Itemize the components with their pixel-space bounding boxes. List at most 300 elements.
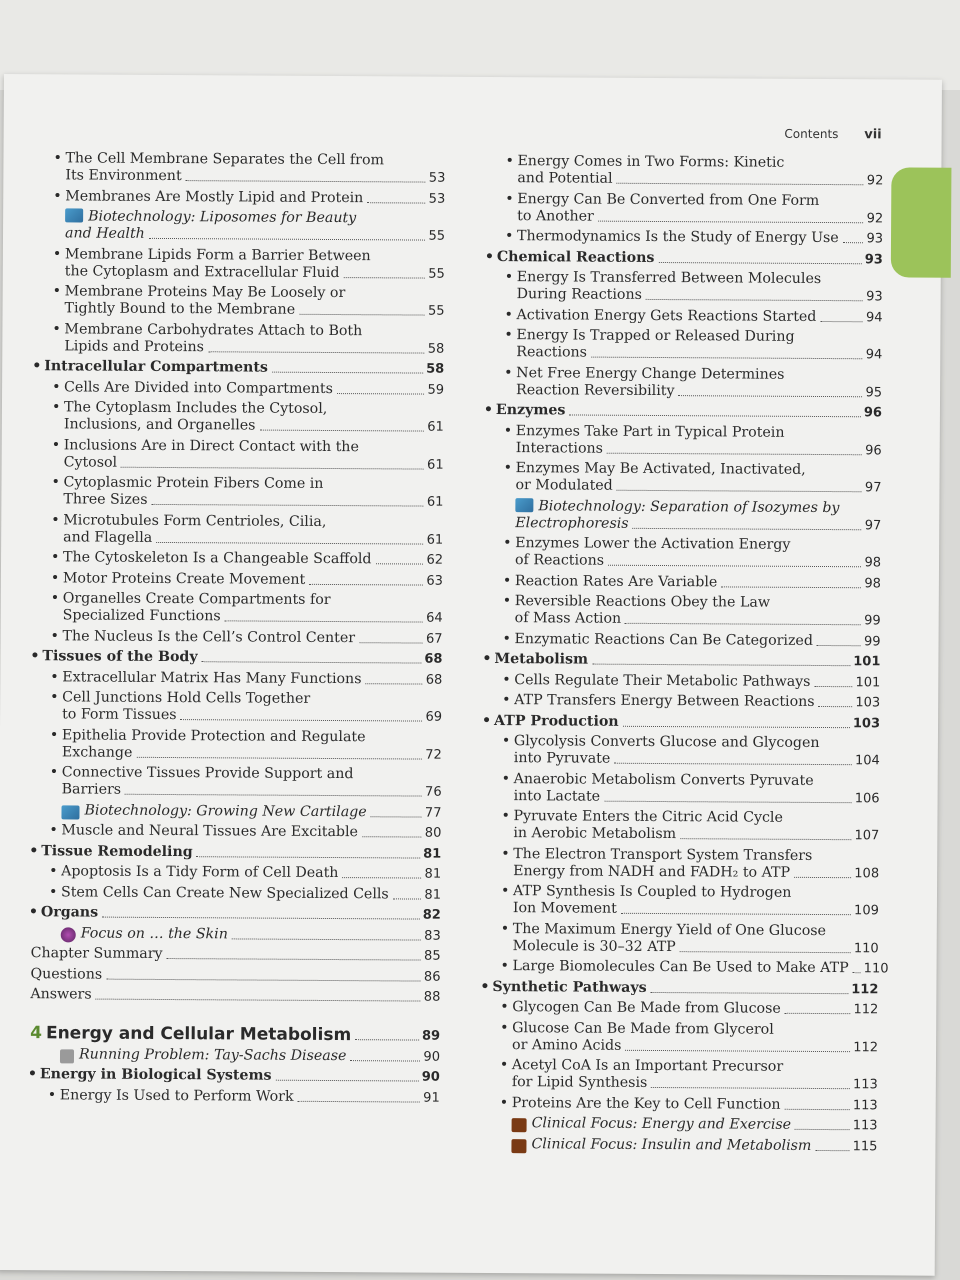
toc-entry[interactable] bbox=[480, 692, 880, 711]
dot-leader bbox=[367, 202, 425, 203]
entry-title-cont: Reaction Reversibility bbox=[516, 381, 675, 399]
dot-leader bbox=[592, 664, 850, 667]
toc-entry[interactable] bbox=[31, 150, 445, 187]
toc-section[interactable] bbox=[482, 402, 882, 421]
entry-title-line2 bbox=[517, 170, 883, 189]
entry-title: • Thermodynamics Is the Study of Energy Use bbox=[516, 228, 839, 247]
page-ref: 112 bbox=[853, 1039, 879, 1055]
toc-entry[interactable] bbox=[26, 1046, 440, 1066]
dot-leader bbox=[350, 1060, 420, 1061]
dot-leader bbox=[208, 351, 425, 353]
entry-title-line2 bbox=[517, 286, 883, 305]
dot-leader bbox=[96, 999, 421, 1002]
page-number: vii bbox=[864, 127, 882, 143]
toc-entry[interactable] bbox=[27, 884, 441, 904]
page-ref: 69 bbox=[425, 709, 443, 725]
dot-leader bbox=[167, 958, 422, 961]
dot-leader bbox=[272, 372, 423, 374]
page-ref: 83 bbox=[424, 928, 441, 944]
entry-row bbox=[41, 843, 441, 862]
dot-leader bbox=[259, 430, 424, 432]
page-ref: 110 bbox=[863, 961, 889, 977]
toc-entry[interactable] bbox=[27, 925, 441, 945]
dot-leader bbox=[625, 1049, 850, 1051]
page-ref: 81 bbox=[423, 846, 442, 862]
toc-entry[interactable] bbox=[29, 570, 443, 590]
toc-entry[interactable] bbox=[478, 1057, 878, 1093]
page-ref: 95 bbox=[865, 384, 883, 400]
page-ref: 112 bbox=[853, 1002, 879, 1018]
page-ref: 94 bbox=[865, 309, 883, 325]
toc-entry[interactable] bbox=[479, 958, 889, 977]
entry-title-cont: During Reactions bbox=[516, 286, 642, 303]
book-page bbox=[0, 74, 942, 1276]
dot-leader bbox=[156, 541, 423, 544]
toc-right-column bbox=[477, 153, 889, 1158]
entry-row bbox=[42, 648, 442, 667]
toc-section[interactable] bbox=[26, 1066, 440, 1086]
entry-title: Microtubules Form Centrioles, Cilia, bbox=[63, 511, 327, 530]
toc-entry[interactable] bbox=[480, 770, 880, 806]
entry-title: Energy Comes in Two Forms: Kinetic bbox=[517, 153, 785, 171]
entry-title-line2 bbox=[516, 344, 882, 363]
page-ref: 72 bbox=[425, 747, 442, 763]
toc-entry[interactable] bbox=[479, 808, 879, 844]
dot-leader bbox=[232, 938, 421, 940]
toc-entry[interactable] bbox=[28, 764, 442, 801]
toc-entry[interactable] bbox=[31, 188, 445, 208]
dot-leader bbox=[680, 951, 851, 953]
dot-leader bbox=[817, 644, 861, 645]
page-ref: 104 bbox=[854, 753, 880, 769]
entry-title-cont: and Health bbox=[64, 225, 145, 242]
toc-section[interactable] bbox=[27, 904, 441, 924]
entry-row bbox=[61, 925, 441, 944]
entry-title: Net Free Energy Change Determines bbox=[516, 364, 785, 383]
dot-leader bbox=[202, 661, 422, 663]
toc-section[interactable] bbox=[478, 978, 878, 997]
toc-entry[interactable] bbox=[26, 1087, 440, 1107]
toc-entry[interactable] bbox=[478, 999, 878, 1018]
entry-title-cont: Cytosol bbox=[63, 453, 118, 471]
entry-title-line2 bbox=[63, 607, 443, 626]
toc-section[interactable] bbox=[30, 358, 444, 378]
running-head bbox=[784, 127, 881, 143]
running-head-label: Contents bbox=[784, 126, 839, 142]
toc-entry[interactable] bbox=[479, 883, 879, 919]
page-ref: 113 bbox=[852, 1097, 878, 1113]
entry-row bbox=[517, 228, 883, 247]
entry-row bbox=[60, 1046, 440, 1065]
toc-entry[interactable] bbox=[479, 920, 879, 956]
page-ref: 62 bbox=[426, 552, 444, 568]
toc-section[interactable] bbox=[480, 712, 880, 731]
entry-title: Glycolysis Converts Glucose and Glycogen bbox=[513, 733, 820, 751]
entry-title-cont: or Modulated bbox=[515, 477, 613, 494]
toc-entry[interactable] bbox=[26, 986, 440, 1006]
entry-title: Acetyl CoA Is an Important Precursor bbox=[511, 1057, 784, 1075]
entry-title-line2 bbox=[517, 208, 883, 227]
entry-title-cont: Inclusions, and Organelles bbox=[63, 416, 256, 434]
dot-leader bbox=[785, 1108, 850, 1109]
page-ref: 68 bbox=[424, 651, 443, 667]
entry-title-cont: Lipids and Proteins bbox=[64, 337, 204, 355]
toc-entry[interactable] bbox=[30, 399, 444, 436]
page-ref: 113 bbox=[852, 1118, 878, 1134]
dot-leader bbox=[365, 683, 422, 684]
entry-title: • Tissues of the Body bbox=[42, 648, 198, 666]
toc-entry[interactable] bbox=[27, 822, 441, 842]
dot-leader bbox=[136, 756, 422, 759]
entry-title: Energy Is Transferred Between Molecules bbox=[516, 269, 822, 287]
dot-leader bbox=[299, 314, 425, 316]
entry-title-line2 bbox=[64, 454, 444, 473]
dot-leader bbox=[197, 856, 420, 858]
entry-row bbox=[41, 904, 441, 923]
entry-title: • Membranes Are Mostly Lipid and Protein bbox=[65, 187, 364, 206]
entry-title: • Reaction Rates Are Variable bbox=[514, 572, 718, 590]
toc-entry[interactable] bbox=[27, 863, 441, 883]
toc-entry[interactable] bbox=[481, 630, 881, 649]
page-ref: 99 bbox=[863, 633, 881, 649]
toc-entry[interactable] bbox=[478, 1019, 878, 1055]
dot-leader bbox=[617, 490, 862, 492]
entry-title: Membrane Lipids Form a Barrier Between bbox=[64, 245, 371, 264]
page-ref: 64 bbox=[426, 610, 443, 626]
entry-title-line2 bbox=[65, 263, 445, 282]
page-ref: 81 bbox=[424, 887, 442, 903]
entry-title-cont: Energy from NADH and FADH₂ to ATP bbox=[513, 862, 791, 881]
toc-entry[interactable] bbox=[478, 1115, 878, 1134]
toc-entry[interactable] bbox=[482, 306, 882, 325]
dot-leader bbox=[625, 623, 861, 625]
dot-leader bbox=[820, 320, 863, 321]
page-ref: 98 bbox=[864, 555, 882, 571]
entry-title: • The Nucleus Is the Cell’s Control Center bbox=[62, 627, 356, 646]
entry-row bbox=[515, 573, 881, 592]
dot-leader bbox=[121, 466, 424, 469]
toc-entry[interactable] bbox=[28, 689, 442, 726]
entry-title: • Enzymes bbox=[495, 402, 566, 419]
dot-leader bbox=[343, 277, 425, 278]
toc-entry[interactable] bbox=[29, 474, 443, 511]
page-ref: 113 bbox=[852, 1077, 878, 1093]
toc-entry[interactable] bbox=[482, 327, 882, 363]
toc-entry[interactable] bbox=[30, 379, 444, 399]
page-ref: 101 bbox=[853, 654, 881, 670]
entry-row bbox=[512, 1115, 878, 1134]
chapter-tab-marker bbox=[891, 167, 952, 277]
clinical-focus-icon bbox=[512, 1118, 527, 1132]
dot-leader bbox=[646, 299, 863, 301]
toc-entry[interactable] bbox=[30, 321, 444, 358]
toc-entry[interactable] bbox=[481, 572, 881, 591]
dot-leader bbox=[359, 642, 423, 643]
entry-row bbox=[511, 1136, 877, 1155]
page-ref: 108 bbox=[854, 865, 880, 881]
toc-entry[interactable] bbox=[477, 1135, 877, 1154]
entry-title-line2 bbox=[64, 416, 444, 435]
toc-entry[interactable] bbox=[481, 497, 881, 533]
clinical-focus-icon bbox=[511, 1139, 526, 1153]
page-ref: 103 bbox=[852, 715, 881, 731]
entry-title: • Activation Energy Gets Reactions Started bbox=[516, 306, 817, 325]
page-ref: 90 bbox=[423, 1049, 441, 1065]
entry-title-line2 bbox=[62, 781, 442, 800]
toc-entry[interactable] bbox=[28, 669, 442, 689]
entry-title: Connective Tissues Provide Support and bbox=[61, 764, 354, 783]
page-ref: 99 bbox=[864, 613, 881, 629]
entry-row bbox=[492, 979, 878, 998]
toc-entry[interactable] bbox=[28, 727, 442, 764]
entry-title-line2 bbox=[513, 938, 879, 957]
dot-leader bbox=[794, 876, 851, 877]
entry-title: Epithelia Provide Protection and Regulate bbox=[61, 726, 366, 745]
entry-title: • Organs bbox=[40, 904, 99, 921]
entry-title-cont: into Lactate bbox=[513, 787, 601, 805]
entry-row bbox=[63, 628, 443, 647]
entry-row bbox=[64, 379, 444, 398]
toc-entry[interactable] bbox=[480, 733, 880, 769]
page-ref: 101 bbox=[855, 674, 881, 690]
entry-title-line2 bbox=[513, 863, 879, 882]
dot-leader bbox=[106, 978, 421, 981]
toc-entry[interactable] bbox=[480, 671, 880, 690]
page-ref: 53 bbox=[428, 191, 446, 207]
toc-entry[interactable] bbox=[29, 628, 443, 648]
page-ref: 96 bbox=[863, 405, 882, 421]
entry-title-line2 bbox=[514, 788, 880, 807]
entry-title-cont: and Flagella bbox=[63, 528, 153, 546]
toc-entry[interactable] bbox=[479, 845, 879, 881]
entry-title-line1 bbox=[64, 437, 444, 456]
dot-leader bbox=[149, 238, 426, 241]
page-ref: 80 bbox=[424, 825, 442, 841]
toc-entry[interactable] bbox=[29, 512, 443, 549]
entry-row bbox=[61, 884, 441, 903]
entry-title: The Maximum Energy Yield of One Glucose bbox=[512, 920, 827, 939]
entry-title-cont: Barriers bbox=[61, 781, 122, 798]
dot-leader bbox=[125, 794, 422, 797]
toc-entry[interactable] bbox=[482, 422, 882, 458]
entry-title: The Cytoplasm Includes the Cytosol, bbox=[63, 399, 328, 417]
entry-title-line2 bbox=[64, 338, 444, 357]
entry-title: Energy Is Trapped or Released During bbox=[516, 327, 795, 345]
entry-title-cont: and Potential bbox=[517, 170, 613, 187]
dot-leader bbox=[795, 1129, 850, 1130]
toc-entry[interactable] bbox=[29, 590, 443, 627]
entry-title: • Intracellular Compartments bbox=[44, 358, 268, 376]
entry-title-cont: Interactions bbox=[515, 439, 604, 457]
toc-section[interactable] bbox=[483, 248, 883, 267]
dot-leader bbox=[721, 586, 861, 588]
toc-entry[interactable] bbox=[30, 437, 444, 474]
entry-title: Questions bbox=[30, 965, 103, 983]
page-ref: 106 bbox=[854, 790, 880, 806]
entry-row bbox=[515, 631, 881, 650]
entry-row bbox=[496, 402, 882, 421]
entry-title: • Apoptosis Is a Tidy Form of Cell Death bbox=[61, 863, 339, 882]
entry-title-cont: Specialized Functions bbox=[62, 607, 221, 625]
entry-row bbox=[65, 188, 445, 207]
entry-title-cont: in Aerobic Metabolism bbox=[513, 825, 677, 843]
entry-row bbox=[497, 249, 883, 268]
entry-title: Answers bbox=[30, 986, 92, 1003]
biotechnology-icon bbox=[61, 805, 79, 819]
entry-title: • Energy Is Used to Perform Work bbox=[59, 1086, 294, 1105]
entry-title: • Enzymatic Reactions Can Be Categorized bbox=[514, 630, 813, 649]
entry-title-line2 bbox=[62, 744, 442, 763]
entry-title: Organelles Create Compartments for bbox=[62, 590, 331, 609]
toc-entry[interactable] bbox=[478, 1094, 878, 1113]
toc-entry[interactable] bbox=[481, 535, 881, 571]
page-ref: 92 bbox=[866, 173, 884, 189]
toc-entry[interactable] bbox=[31, 246, 445, 283]
entry-title-line2 bbox=[513, 825, 879, 844]
dot-leader bbox=[225, 620, 424, 622]
entry-title-cont: Tightly Bound to the Membrane bbox=[64, 300, 296, 318]
entry-title: • Energy in Biological Systems bbox=[39, 1066, 272, 1084]
dot-leader bbox=[843, 242, 864, 243]
entry-title-cont: or Amino Acids bbox=[512, 1036, 622, 1054]
dot-leader bbox=[617, 183, 864, 186]
entry-title: • Large Biomolecules Can Be Used to Make ATP bbox=[512, 958, 849, 977]
dot-leader bbox=[102, 917, 420, 920]
dot-leader bbox=[814, 685, 852, 686]
entry-title: Reversible Reactions Obey the Law bbox=[514, 593, 771, 611]
toc-entry[interactable] bbox=[481, 460, 881, 496]
entry-title: • Metabolism bbox=[494, 651, 589, 668]
entry-title-cont: of Reactions bbox=[514, 552, 605, 569]
entry-row bbox=[61, 822, 441, 841]
entry-title-cont: Three Sizes bbox=[63, 491, 148, 508]
toc-section[interactable] bbox=[480, 651, 880, 670]
chapter-number: 4 bbox=[30, 1023, 43, 1044]
dot-leader bbox=[181, 719, 423, 721]
dot-leader bbox=[337, 393, 425, 395]
toc-entry[interactable] bbox=[482, 364, 882, 400]
dot-leader bbox=[651, 991, 849, 993]
page-ref: 90 bbox=[421, 1069, 440, 1085]
dot-leader bbox=[186, 180, 426, 182]
page-ref: 97 bbox=[864, 480, 882, 496]
page-ref: 89 bbox=[421, 1028, 441, 1044]
toc-entry[interactable] bbox=[27, 945, 441, 965]
entry-title: • Stem Cells Can Create New Specialized Cells bbox=[60, 883, 389, 902]
entry-title-cont: Reactions bbox=[516, 344, 588, 361]
entry-title-line2 bbox=[514, 750, 880, 769]
entry-title-line2 bbox=[65, 167, 445, 186]
entry-title: Focus on … the Skin bbox=[80, 924, 228, 942]
page-ref: 85 bbox=[424, 948, 441, 964]
entry-title-cont: Exchange bbox=[61, 743, 133, 761]
entry-title: The Electron Transport System Transfers bbox=[513, 845, 813, 864]
dot-leader bbox=[604, 800, 852, 803]
page-ref: 68 bbox=[425, 672, 443, 688]
entry-title: Clinical Focus: Energy and Exercise bbox=[531, 1115, 792, 1133]
entry-row bbox=[60, 1087, 440, 1106]
biotechnology-icon bbox=[515, 498, 533, 512]
entry-row bbox=[30, 986, 440, 1006]
entry-title-line2 bbox=[516, 382, 882, 401]
page-ref: 59 bbox=[427, 382, 445, 398]
entry-title: Membrane Proteins May Be Loosely or bbox=[64, 283, 346, 302]
page-ref: 98 bbox=[864, 575, 881, 591]
toc-entry[interactable] bbox=[26, 966, 440, 986]
entry-title-line2 bbox=[516, 440, 882, 459]
dot-leader bbox=[362, 836, 422, 837]
chapter-heading[interactable] bbox=[26, 1025, 440, 1045]
toc-entry[interactable] bbox=[27, 802, 441, 822]
entry-row bbox=[63, 570, 443, 589]
page-ref: 86 bbox=[423, 969, 441, 985]
entry-title: Running Problem: Tay-Sachs Disease bbox=[78, 1045, 347, 1064]
page-ref: 81 bbox=[424, 866, 442, 882]
entry-title-cont: for Lipid Synthesis bbox=[511, 1074, 648, 1091]
toc-section[interactable] bbox=[27, 843, 441, 863]
entry-title-cont: to Another bbox=[517, 207, 594, 225]
entry-title-line2 bbox=[62, 706, 442, 725]
entry-row bbox=[31, 945, 441, 965]
entry-row bbox=[44, 358, 444, 377]
toc-entry[interactable] bbox=[31, 283, 445, 320]
page-ref: 77 bbox=[424, 805, 442, 821]
entry-title: Energy Can Be Converted from One Form bbox=[517, 190, 820, 209]
entry-title-line2 bbox=[65, 300, 445, 319]
entry-row bbox=[62, 669, 442, 688]
entry-title: • ATP Production bbox=[494, 712, 619, 730]
entry-title: • Cells Regulate Their Metabolic Pathways bbox=[514, 671, 811, 690]
entry-title-cont: the Cytoplasm and Extracellular Fluid bbox=[64, 262, 340, 281]
toc-entry[interactable] bbox=[481, 593, 881, 629]
entry-title: • Motor Proteins Create Movement bbox=[62, 569, 306, 588]
dot-leader bbox=[651, 1087, 850, 1089]
page-ref: 93 bbox=[864, 251, 883, 267]
page-ref: 91 bbox=[423, 1090, 440, 1106]
toc-entry[interactable] bbox=[483, 228, 883, 247]
focus-icon bbox=[61, 927, 76, 942]
entry-title: Energy and Cellular Metabolism bbox=[45, 1023, 352, 1046]
entry-row bbox=[512, 999, 878, 1018]
toc-entry[interactable] bbox=[483, 190, 883, 226]
entry-title-line2 bbox=[515, 610, 881, 629]
running-problem-icon bbox=[60, 1049, 74, 1063]
entry-title: • Proteins Are the Key to Cell Function bbox=[511, 1094, 781, 1113]
page-ref: 103 bbox=[855, 695, 881, 711]
page-ref: 55 bbox=[428, 228, 446, 244]
dot-leader bbox=[376, 563, 424, 564]
page-ref: 94 bbox=[865, 347, 883, 363]
dot-leader bbox=[785, 1013, 851, 1014]
entry-row bbox=[514, 672, 880, 691]
page-ref: 110 bbox=[853, 940, 879, 956]
dot-leader bbox=[607, 452, 862, 455]
entry-row bbox=[512, 1095, 878, 1114]
dot-leader bbox=[298, 1100, 421, 1102]
toc-entry[interactable] bbox=[31, 208, 445, 245]
entry-title: Enzymes Take Part in Typical Protein bbox=[515, 422, 785, 441]
entry-title: Biotechnology: Liposomes for Beauty bbox=[88, 208, 357, 227]
entry-title: • Tissue Remodeling bbox=[41, 842, 193, 860]
dot-leader bbox=[591, 357, 863, 360]
entry-row bbox=[494, 651, 880, 670]
toc-entry[interactable] bbox=[483, 153, 883, 189]
toc-section[interactable] bbox=[28, 648, 442, 668]
entry-title: Cytoplasmic Protein Fibers Come in bbox=[63, 474, 324, 492]
toc-entry[interactable] bbox=[29, 549, 443, 569]
toc-entry[interactable] bbox=[483, 269, 883, 305]
entry-title-line2 bbox=[63, 491, 443, 510]
